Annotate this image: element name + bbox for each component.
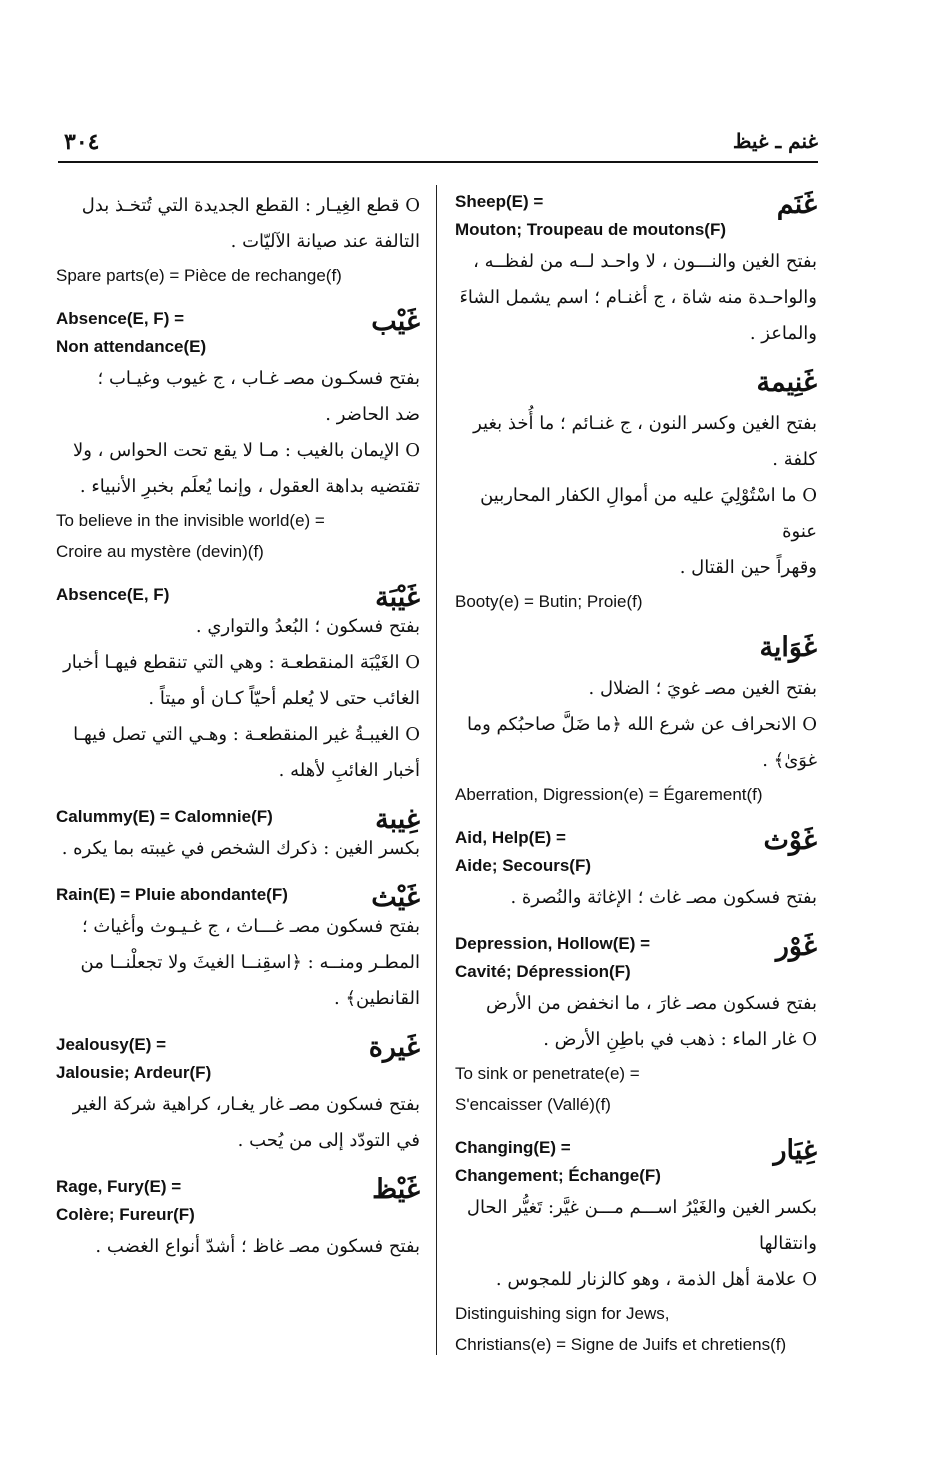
page-header xyxy=(58,125,818,163)
arabic-definition: O الغَيْبَة المنقطعـة : وهي التي تنقطع فيهـا أخبار xyxy=(63,652,420,673)
dictionary-entry xyxy=(56,305,420,567)
translation-line: Spare parts(e) = Pièce de rechange(f) xyxy=(56,266,342,285)
dictionary-entry xyxy=(56,1031,420,1159)
english-french-gloss: Aide; Secours(F) xyxy=(455,856,592,875)
arabic-definition: بفتح الغين وكسر النون ، ج غنـائم ؛ ما أُخذ بغير xyxy=(473,413,817,434)
headword: غَيرة xyxy=(368,1032,420,1063)
arabic-definition: بفتح فسكون ؛ البُعدُ والتواري . xyxy=(195,616,420,637)
translation-line: Croire au mystère (devin)(f) xyxy=(56,542,264,561)
arabic-definition: بفتح فسكون مصـ غاظ ؛ أشدّ أنواع الغضب . xyxy=(95,1236,420,1257)
headword: غَيْث xyxy=(371,882,420,913)
dictionary-entry xyxy=(56,188,420,291)
headword: غَيْبَة xyxy=(375,582,420,613)
arabic-definition: O ما اسْتُوْلِيَ عليه من أموالِ الكفار المحاربين عنوة xyxy=(480,485,817,542)
arabic-definition: وانتقالها xyxy=(759,1233,817,1254)
arabic-definition: بفتح فسكـون مصـ غـاب ، ج غيوب وغيـاب ؛ xyxy=(97,368,420,389)
english-french-gloss: Calummy(E) = Calomnie(F) xyxy=(56,807,273,826)
headword: غِيبة xyxy=(375,804,420,835)
translation-line: To believe in the invisible world(e) = xyxy=(56,511,325,530)
dictionary-entry xyxy=(455,188,817,352)
arabic-definition: الغائب حتى لا يُعلم أحيّاً كـان أو ميتاً . xyxy=(148,688,420,709)
headword: غَنِيمة xyxy=(756,367,817,398)
translation-line: Booty(e) = Butin; Proie(f) xyxy=(455,592,643,611)
headword: غَوْر xyxy=(775,931,817,962)
dictionary-entry xyxy=(455,1134,817,1360)
arabic-definition: أخبار الغائبِ لأهله . xyxy=(278,760,420,781)
arabic-definition: والواحـدة منه شاة ، ج أغنـام ؛ اسم يشمل الشاءَ xyxy=(459,287,817,308)
english-french-gloss: Mouton; Troupeau de moutons(F) xyxy=(455,220,727,239)
arabic-definition: التالفة عند صيانة الآليّات . xyxy=(230,231,420,252)
english-french-gloss: Sheep(E) = xyxy=(455,192,544,211)
english-french-gloss: Rage, Fury(E) = xyxy=(56,1177,182,1196)
headword: غَوَاية xyxy=(759,632,817,663)
arabic-definition: بفتح فسكون مصـ غار يغـار، كراهية شركة الغير xyxy=(72,1094,420,1115)
page-number: ٣٠٤ xyxy=(64,129,100,155)
arabic-definition: بكسر الغين : ذكرك الشخص في غيبته بما يكره . xyxy=(61,838,420,859)
left-column xyxy=(56,188,420,1279)
arabic-definition: بفتح الغين مصـ غويَ ؛ الضلال . xyxy=(588,678,817,699)
english-french-gloss: Colère; Fureur(F) xyxy=(56,1205,195,1224)
arabic-definition: وقهراً حين القتال . xyxy=(679,557,817,578)
arabic-definition: O الغيبـةُ غير المنقطعـة : وهـي التي تصل فيهـا xyxy=(73,724,420,745)
dictionary-entry xyxy=(56,1173,420,1265)
translation-line: S'encaisser (Vallé)(f) xyxy=(455,1095,611,1114)
arabic-definition: بفتح الغين والنـــون ، لا واحـد لــه من لفظــه ، xyxy=(473,251,817,272)
english-french-gloss: Jealousy(E) = xyxy=(56,1035,167,1054)
arabic-definition: O قطع الغِيـار : القطع الجديدة التي تُتخـذ بدل xyxy=(81,195,420,216)
headword: غَيْظ xyxy=(372,1174,420,1205)
headword: غَنَم xyxy=(776,189,817,220)
arabic-definition: O الانحراف عن شرع الله ﴿ما ضَلَّ صاحبُكم وما xyxy=(467,714,817,735)
dictionary-entry xyxy=(455,824,817,916)
english-french-gloss: Non attendance(E) xyxy=(56,337,207,356)
translation-line: Christians(e) = Signe de Juifs et chretiens(f) xyxy=(455,1335,787,1354)
arabic-definition: بفتح فسكون مصـ غاث ؛ الإغاثة والنُصرة . xyxy=(510,887,817,908)
running-title: غنم ـ غيظ xyxy=(732,129,818,153)
arabic-definition: بفتح فسكون مصـ غارَ ، ما انخفض من الأرض xyxy=(486,993,817,1014)
english-french-gloss: Rain(E) = Pluie abondante(F) xyxy=(56,885,288,904)
arabic-definition: في التودّد إلى من يُحب . xyxy=(237,1130,420,1151)
english-french-gloss: Depression, Hollow(E) = xyxy=(455,934,651,953)
arabic-definition: بفتح فسكون مصـ غـــاث ، ج غـيـوث وأغياث ؛ xyxy=(81,916,420,937)
arabic-definition: والماعز . xyxy=(749,323,817,344)
arabic-definition: ضد الحاضر . xyxy=(325,404,420,425)
dictionary-entry xyxy=(56,881,420,1017)
dictionary-entry xyxy=(56,803,420,867)
arabic-definition: بكسر الغين والغَيْرُ اســـم مـــن غيَّر: تَغيُّر الحال xyxy=(466,1197,817,1218)
dictionary-entry xyxy=(455,930,817,1120)
translation-line: Distinguishing sign for Jews, xyxy=(455,1304,670,1323)
dictionary-entry xyxy=(455,366,817,617)
arabic-definition: تقتضيه بداهة العقول ، وإنما يُعلَم بخبرِ الأنبياء . xyxy=(79,476,420,497)
headword: غِيَار xyxy=(773,1135,817,1166)
arabic-definition: غوَىٰ﴾ . xyxy=(762,750,817,771)
english-french-gloss: Absence(E, F) xyxy=(56,585,170,604)
translation-line: Aberration, Digression(e) = Égarement(f) xyxy=(455,785,763,804)
headword: غَوْث xyxy=(763,825,817,856)
right-column xyxy=(455,188,817,1374)
column-divider xyxy=(436,185,437,1355)
english-french-gloss: Aid, Help(E) = xyxy=(455,828,566,847)
english-french-gloss: Jalousie; Ardeur(F) xyxy=(56,1063,212,1082)
arabic-definition: المطـر ومنــه : ﴿اسقِنــا الغيثَ ولا تجعلْنــا من xyxy=(80,952,420,973)
arabic-definition: O الإيمان بالغيب : مـا لا يقع تحت الحواس ، ولا xyxy=(72,440,420,461)
english-french-gloss: Changing(E) = xyxy=(455,1138,571,1157)
dictionary-entry xyxy=(56,581,420,789)
headword: غَيْب xyxy=(371,306,420,337)
arabic-definition: كلفة . xyxy=(772,449,817,470)
arabic-definition: O غار الماء : ذهب في باطِنِ الأرض . xyxy=(543,1029,817,1050)
arabic-definition: القانطين﴾ . xyxy=(334,988,420,1009)
dictionary-entry xyxy=(455,631,817,810)
english-french-gloss: Cavité; Dépression(F) xyxy=(455,962,631,981)
translation-line: To sink or penetrate(e) = xyxy=(455,1064,640,1083)
english-french-gloss: Absence(E, F) = xyxy=(56,309,185,328)
arabic-definition: O علامة أهل الذمة ، وهو كالزنار للمجوس . xyxy=(495,1269,817,1290)
english-french-gloss: Changement; Échange(F) xyxy=(455,1166,661,1185)
